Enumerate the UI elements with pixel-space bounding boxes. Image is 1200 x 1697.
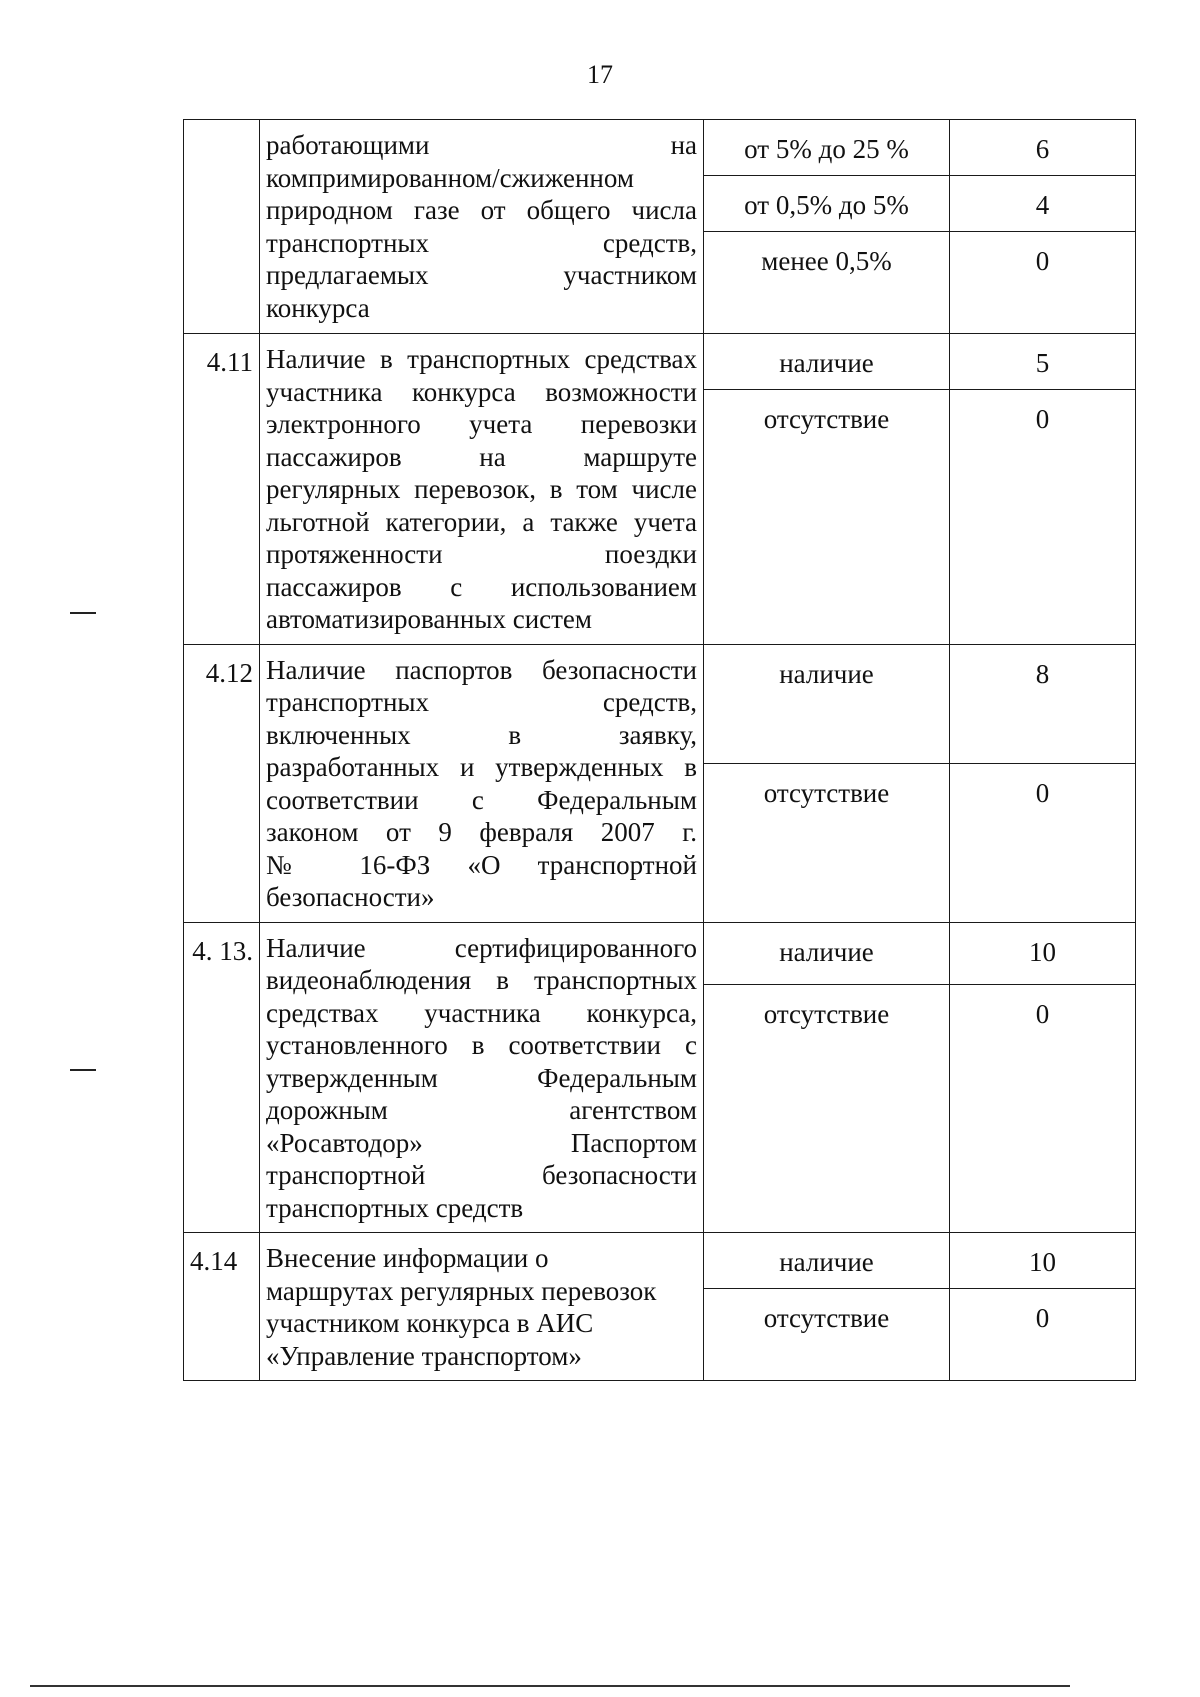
option-points: 0 xyxy=(950,984,1136,1233)
option-value: отсутствие xyxy=(704,763,950,922)
option-value: наличие xyxy=(704,1233,950,1289)
option-value: от 0,5% до 5% xyxy=(704,176,950,232)
criterion-line: соответствии с Федеральным xyxy=(266,784,697,815)
option-points: 8 xyxy=(950,644,1136,763)
criterion-line: дорожным агентством xyxy=(266,1095,697,1125)
table-row xyxy=(184,120,1136,176)
criterion-line: льготной категории, а также учета xyxy=(266,506,697,537)
criterion-line: транспортных средств xyxy=(266,1192,524,1223)
criterion-number: 4. 13. xyxy=(184,922,260,1233)
bottom-rule xyxy=(30,1685,1070,1687)
criterion-text xyxy=(260,120,704,334)
criterion-line: включенных в заявку, xyxy=(266,719,697,750)
criterion-line: компримированном/сжиженном xyxy=(266,162,634,193)
option-value: наличие xyxy=(704,644,950,763)
criterion-line: Внесение информации о xyxy=(266,1243,549,1273)
criterion-line: Наличие в транспортных средствах xyxy=(266,344,697,374)
criterion-line: транспортных средств, xyxy=(266,687,697,717)
option-points: 10 xyxy=(950,1233,1136,1289)
option-value: отсутствие xyxy=(704,390,950,645)
criteria-table-wrapper xyxy=(183,119,1135,1381)
option-points: 6 xyxy=(950,120,1136,176)
option-value: менее 0,5% xyxy=(704,232,950,334)
margin-dash-mark xyxy=(70,612,96,614)
criterion-line: конкурса xyxy=(266,292,370,323)
criterion-line: электронного учета перевозки xyxy=(266,409,697,439)
criterion-text xyxy=(260,1233,704,1381)
criterion-line: видеонаблюдения в транспортных xyxy=(266,965,697,995)
criterion-line: средствах участника конкурса, xyxy=(266,997,697,1028)
option-points: 0 xyxy=(950,763,1136,922)
criterion-line: транспортной безопасности xyxy=(266,1160,697,1190)
criterion-line: пассажиров на маршруте xyxy=(266,441,697,472)
criterion-number: 4.12 xyxy=(184,644,260,922)
criterion-line: участника конкурса возможности xyxy=(266,376,697,407)
table-row xyxy=(184,922,1136,984)
criteria-table-body xyxy=(184,120,1136,1381)
criterion-line: утвержденным Федеральным xyxy=(266,1062,697,1093)
criterion-line: разработанных и утвержденных в xyxy=(266,752,697,782)
criterion-number xyxy=(184,120,260,334)
criterion-line: «Управление транспортом» xyxy=(266,1340,582,1371)
margin-dash-mark xyxy=(70,1069,96,1071)
criterion-line: установленного в соответствии с xyxy=(266,1030,697,1060)
criterion-line: протяженности поездки xyxy=(266,539,697,569)
option-value: наличие xyxy=(704,922,950,984)
option-value: от 5% до 25 % xyxy=(704,120,950,176)
option-value: отсутствие xyxy=(704,984,950,1233)
criterion-line: «Росавтодор» Паспортом xyxy=(266,1127,697,1158)
criterion-number: 4.14 xyxy=(184,1233,260,1381)
criterion-text xyxy=(260,922,704,1233)
criterion-text xyxy=(260,334,704,645)
criterion-line: транспортных средств, xyxy=(266,227,697,258)
criteria-table xyxy=(183,119,1136,1381)
criterion-number: 4.11 xyxy=(184,334,260,645)
option-points: 0 xyxy=(950,390,1136,645)
option-value: отсутствие xyxy=(704,1289,950,1381)
option-points: 10 xyxy=(950,922,1136,984)
criterion-line: законом от 9 февраля 2007 г. xyxy=(266,817,697,847)
criterion-line: № 16-ФЗ «О транспортной xyxy=(266,849,697,880)
option-points: 0 xyxy=(950,1289,1136,1381)
table-row xyxy=(184,1233,1136,1289)
criterion-line: участником конкурса в АИС xyxy=(266,1308,594,1338)
criterion-text xyxy=(260,644,704,922)
criterion-line: работающими на xyxy=(266,130,697,160)
page-number: 17 xyxy=(587,60,613,89)
criterion-line: предлагаемых участником xyxy=(266,260,697,290)
criterion-line: автоматизированных систем xyxy=(266,604,592,634)
criterion-line: регулярных перевозок, в том числе xyxy=(266,474,697,504)
criterion-line: пассажиров с использованием xyxy=(266,571,697,602)
option-value: наличие xyxy=(704,334,950,390)
option-points: 4 xyxy=(950,176,1136,232)
criterion-line: природном газе от общего числа xyxy=(266,195,697,225)
option-points: 5 xyxy=(950,334,1136,390)
criterion-line: Наличие сертифицированного xyxy=(266,932,697,963)
criterion-line: безопасности» xyxy=(266,882,435,912)
option-points: 0 xyxy=(950,232,1136,334)
table-row xyxy=(184,334,1136,390)
table-row xyxy=(184,644,1136,763)
criterion-line: Наличие паспортов безопасности xyxy=(266,654,697,685)
criterion-line: маршрутах регулярных перевозок xyxy=(266,1275,657,1306)
